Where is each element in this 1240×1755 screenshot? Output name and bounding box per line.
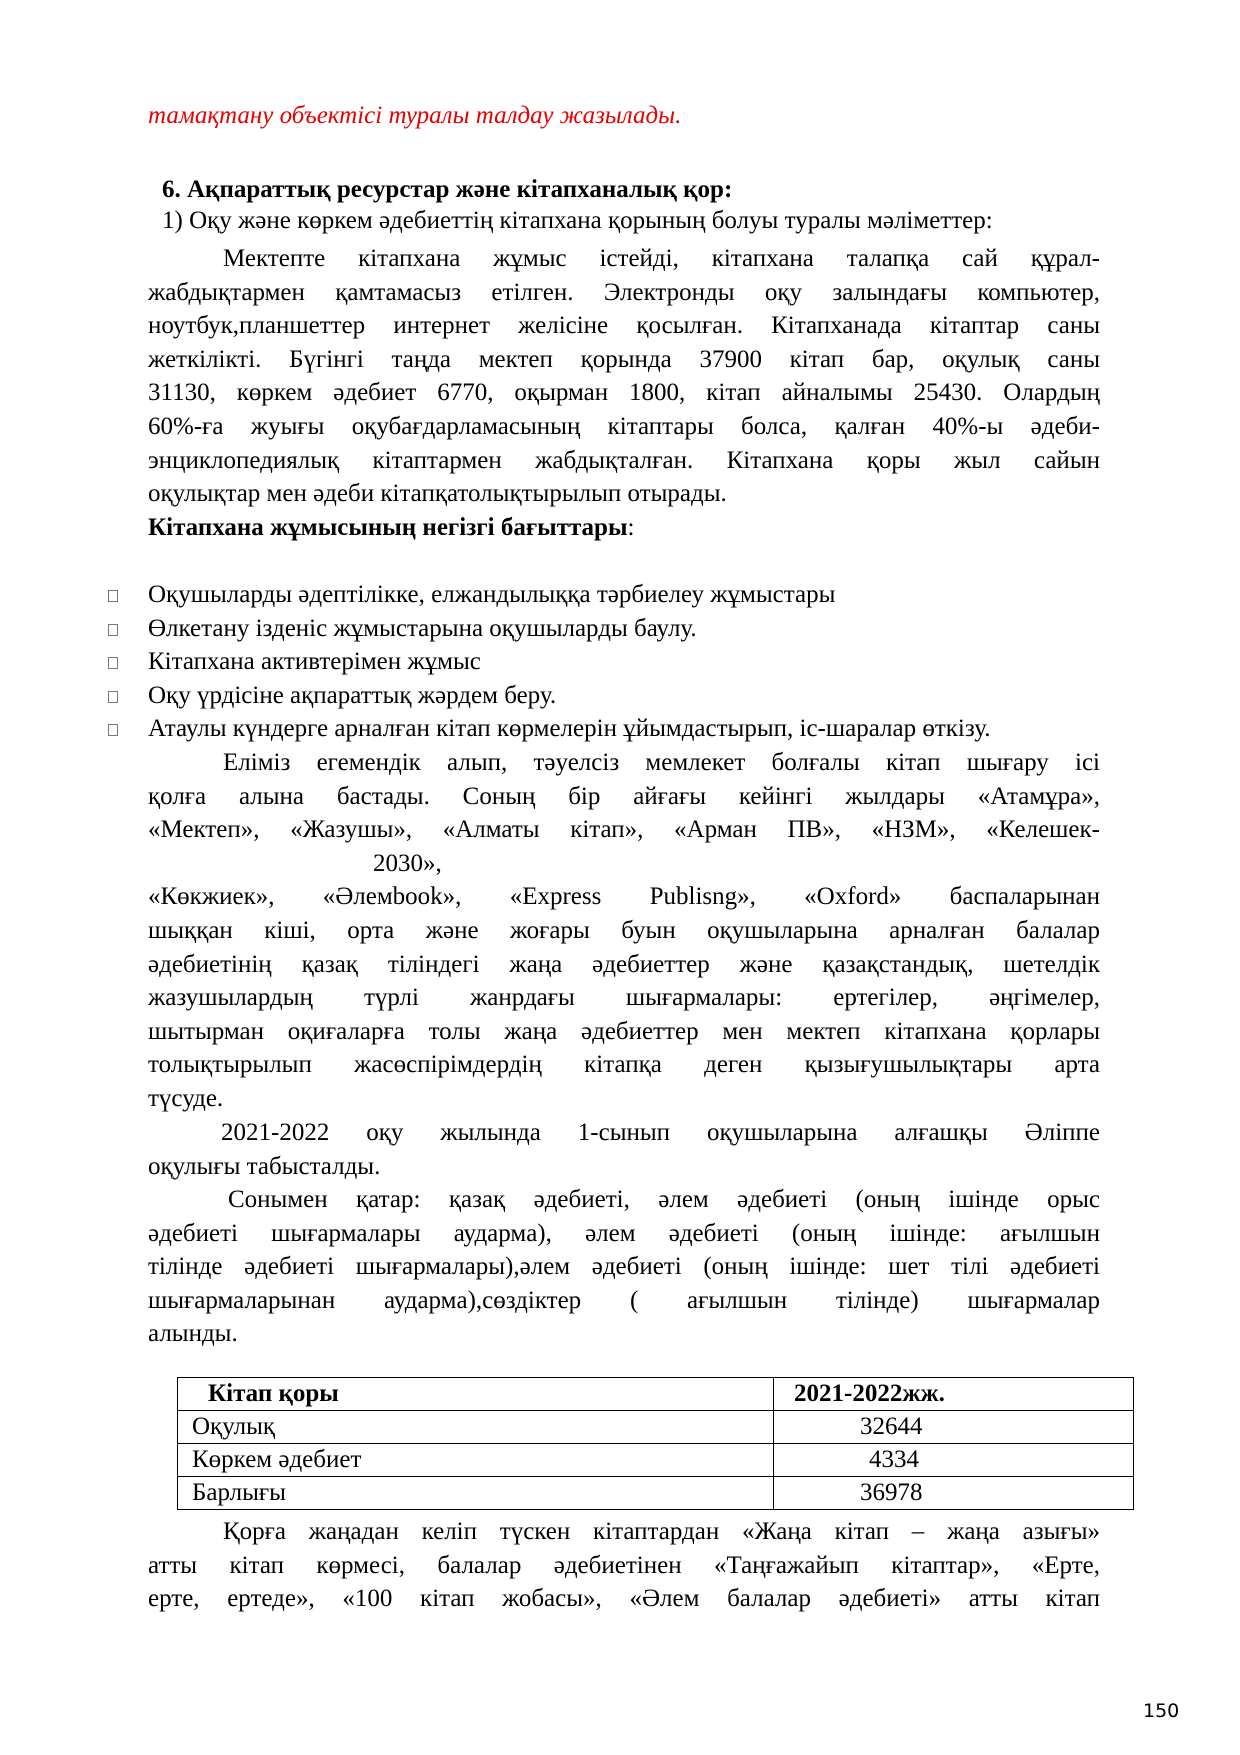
list-item (0, 612, 1240, 646)
paragraph-line: әдебиетінің қазақ тіліндегі жаңа әдебиеттер және қазақстандық, шетелдік (148, 950, 1100, 978)
paragraph-line: 60%-ға жуығы оқубағдарламасының кітаптары болса, қалған 40%-ы әдеби- (148, 412, 1100, 440)
paragraph-line: атты кітап көрмесі, балалар әдебиетінен «Таңғажайып кітаптар», «Ерте, (148, 1551, 1100, 1579)
table-cell: Барлығы (178, 1477, 774, 1510)
intro-red-line: тамақтану объектісі туралы талдау жазылады. (148, 102, 682, 129)
table-cell: 32644 (774, 1411, 1134, 1444)
table-cell: 4334 (774, 1444, 1134, 1477)
paragraph-alphabet (148, 1116, 1100, 1183)
page-number: 150 (1143, 1700, 1180, 1722)
paragraph-line: алынды. (148, 1320, 238, 1348)
list-item (0, 679, 1240, 713)
directions-heading-line (148, 511, 1100, 545)
paragraph-line: Қорға жаңадан келіп түскен кітаптардан «Жаңа кітап – жаңа азығы» (223, 1518, 1100, 1545)
paragraph-line: Сонымен қатар: қазақ әдебиеті, әлем әдебиеті (оның ішінде орыс (228, 1186, 1100, 1213)
table-header-cell: 2021-2022жж. (774, 1378, 1134, 1411)
table-cell: Көркем әдебиет (178, 1444, 774, 1477)
paragraph-line: шығармаларынан аудармa),сөздіктер ( ағылшын тілінде) шығармалар (148, 1286, 1100, 1314)
paragraph-line: 31130, көркем әдебиет 6770, оқырман 1800, кітап айналымы 25430. Олардың (148, 379, 1100, 407)
paragraph-line: түсуде. (148, 1084, 224, 1112)
paragraph-line: энциклопедиялық кітаптармен жабдықталған. Кітапхана қоры жыл сайын (148, 446, 1100, 474)
paragraph-line: ноутбук,планшеттер интернет желісіне қосылған. Кітапханада кітаптар саны (148, 312, 1100, 340)
paragraph-line: оқулығы табысталды. (148, 1152, 381, 1180)
paragraph-line: шытырман оқиғаларға толы жаңа әдебиеттер мен мектеп кітапхана қорлары (148, 1017, 1100, 1045)
paragraph-line: тілінде әдебиеті шығармалары),әлем әдебиеті (оның ішінде: шет тілі әдебиеті (148, 1253, 1100, 1281)
table-cell: Оқулық (178, 1411, 774, 1444)
list-item-text: Кітапхана активтерімен жұмыс (148, 648, 481, 676)
paragraph-line: Мектепте кітапхана жұмыс істейді, кітапхана талапқа сай құрал- (223, 245, 1100, 272)
paragraph-library-info (148, 242, 1100, 544)
list-item (0, 712, 1240, 746)
list-item-text: Өлкетану ізденіс жұмыстарына оқушыларды баулу. (148, 614, 697, 642)
list-item-text: Оқушыларды әдептілікке, елжандылыққа тәрбиелеу жұмыстары (148, 581, 836, 608)
bullet-box-icon (108, 657, 118, 669)
bullet-box-icon (108, 590, 118, 602)
section-title: 6. Ақпараттық ресурстар және кітапханалық қор: (162, 176, 733, 203)
list-item (0, 578, 1240, 612)
table-row (178, 1477, 1134, 1510)
table-header-cell: Кітап қоры (178, 1378, 774, 1411)
book-fund-table (177, 1377, 1134, 1510)
paragraph-line: жазушылардың түрлі жанрдағы шығармалары: ертегілер, әңгімелер, (148, 984, 1100, 1012)
list-item (0, 645, 1240, 679)
directions-heading: Кітапхана жұмысының негізгі бағыттары (148, 513, 628, 541)
bullet-box-icon (108, 624, 118, 636)
paragraph-line: Еліміз егемендік алып, тәуелсіз мемлекет болғалы кітап шығару ісі (223, 749, 1100, 776)
list-item-text: Оқу үрдісіне ақпараттық жәрдем беру. (148, 681, 557, 709)
paragraph-line: толықтырылып жасөспірімдердің кітапқа деген қызығушылықтары арта (148, 1051, 1100, 1079)
paragraph-line: шыққан кіші, орта және жоғары буын оқушыларына арналған балалар (148, 916, 1100, 944)
paragraph-line: қолға алына бастады. Соның бір айғағы кейінгі жылдары «Атамұра», (148, 782, 1100, 810)
paragraph-literature (148, 1183, 1100, 1351)
paragraph-line: «Көкжиек», «Әлемbook», «Express Publisng», «Oxford» баспаларынан (148, 883, 1100, 911)
paragraph-line: оқулықтар мен әдеби кітапқатолықтырылып отырады. (148, 480, 727, 508)
table-row (178, 1411, 1134, 1444)
table-cell: 36978 (774, 1477, 1134, 1510)
directions-list (0, 578, 1240, 746)
table-header-row (178, 1378, 1134, 1411)
bullet-box-icon (108, 724, 118, 736)
paragraph-line: 2021-2022 оқу жылында 1-сынып оқушыларына алғашқы Әліппе (221, 1119, 1100, 1146)
paragraph-line: әдебиеті шығармалары аудармa), әлем әдебиеті (оның ішінде: ағылшын (148, 1219, 1100, 1247)
paragraph-exhibitions (148, 1515, 1100, 1616)
directions-colon: : (627, 513, 635, 541)
paragraph-line: 2030», (373, 849, 442, 877)
bullet-box-icon (108, 691, 118, 703)
table-row (178, 1444, 1134, 1477)
paragraph-publishing (148, 746, 1100, 1116)
paragraph-line: «Мектеп», «Жазушы», «Алматы кітап», «Арман ПВ», «НЗМ», «Келешек- (148, 816, 1100, 844)
paragraph-line: ерте, ертеде», «100 кітап жобасы», «Әлем балалар әдебиеті» атты кітап (148, 1585, 1100, 1613)
list-item-text: Атаулы күндерге арналған кітап көрмелерін ұйымдастырып, іс-шаралар өткізу. (148, 715, 991, 743)
section-subtitle: 1) Оқу және көркем әдебиеттің кітапхана қорының болуы туралы мәліметтер: (162, 207, 993, 234)
paragraph-line: жабдықтармен қамтамасыз етілген. Электронды оқу залындағы компьютер, (148, 278, 1100, 306)
paragraph-line: жеткілікті. Бүгінгі таңда мектеп қорында 37900 кітап бар, оқулық саны (148, 345, 1100, 373)
